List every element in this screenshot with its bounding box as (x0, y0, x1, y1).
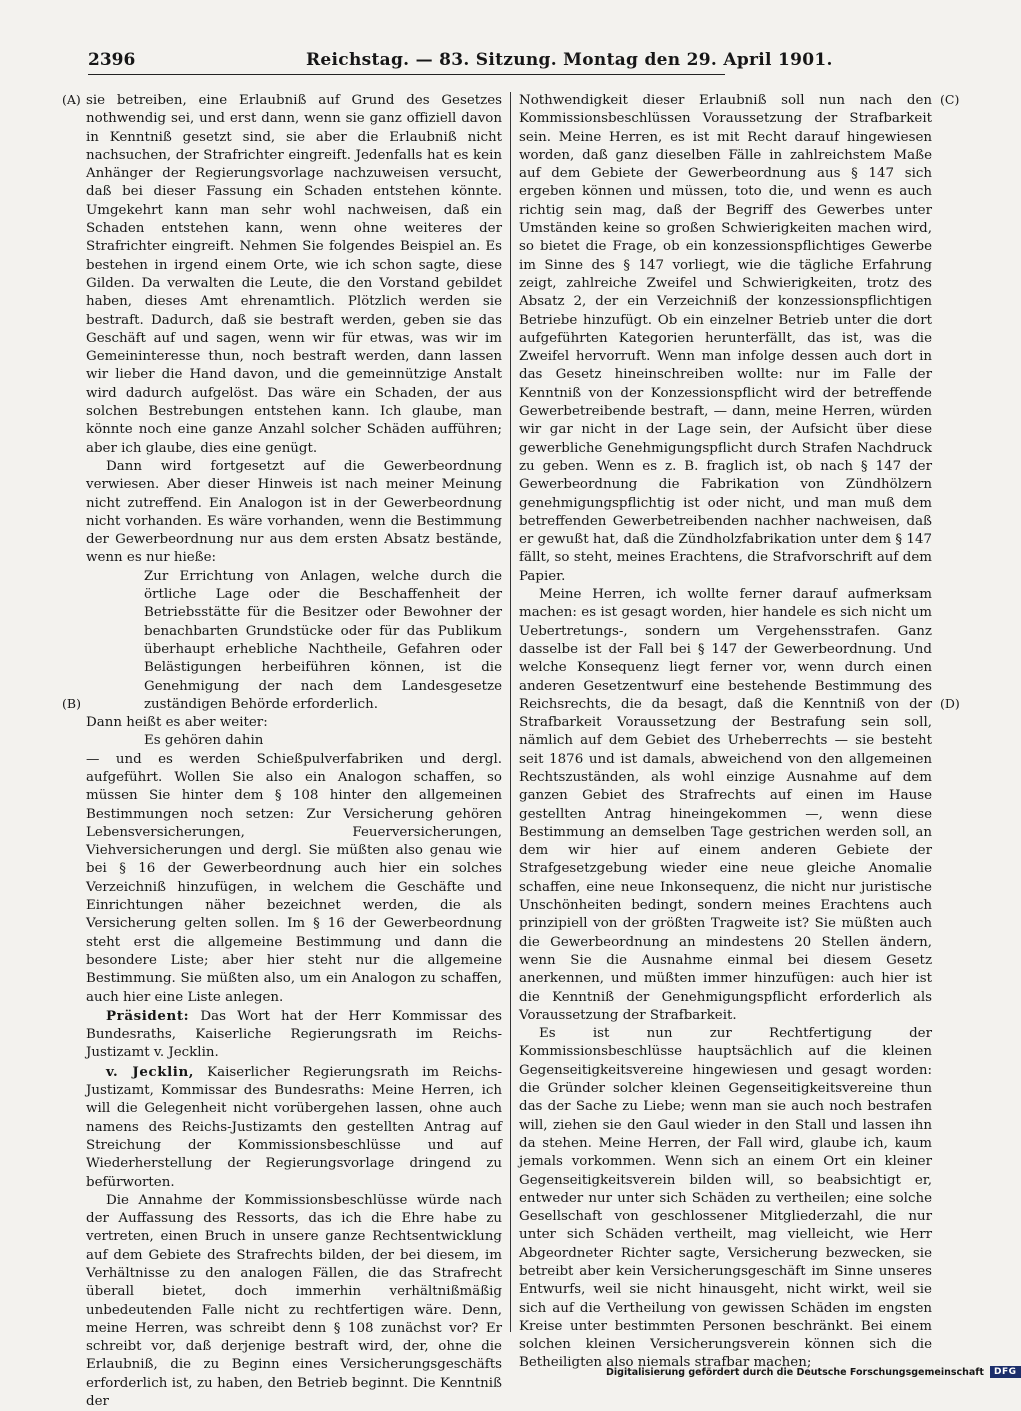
speaker-jecklin: v. Jecklin, (106, 1063, 195, 1080)
margin-mark-d: (D) (940, 696, 960, 711)
left-paragraph-6 (86, 1063, 502, 1192)
margin-mark-b: (B) (62, 696, 81, 711)
left-paragraph-2: Dann wird fortgesetzt auf die Gewerbeordnung verwiesen. Aber dieser Hinweis ist nach meiner Meinung nicht zutreffend. Ein Analogon ist in der Gewerbeordnung nicht vorhanden. Es wäre vorhanden, wenn die Bestimmung der Gewerbeordnung nur aus dem ersten Absatz bestände, wenn es nur hieße: (86, 458, 502, 566)
left-paragraph-5 (86, 1007, 502, 1063)
left-paragraph-3: Dann heißt es aber weiter: (86, 715, 268, 731)
left-quote-2: Es gehören dahin (144, 733, 264, 749)
left-paragraph-4: — und es werden Schießpulverfabriken und dergl. aufgeführt. Wollen Sie also ein Analogon schaffen, so müssen Sie hinter dem § 108 hinter den allgemeinen Bestimmungen noch setzen: Zur Versicherung gehören Lebensversicherungen, Feuerversicherungen, Viehversicherungen und dergl. Sie müßten also genau wie bei § 16 der Gewerbeordnung auch hier ein solches Verzeichniß hinzufügen, in welchem die Geschäfte und Einrichtungen näher bezeichnet werden, die als Versicherung gelten sollen. Im § 16 der Gewerbeordnung steht erst die allgemeine Bestimmung und dann die besondere Liste; aber hier steht nur die allgemeine Bestimmung. Sie müßten also, um ein Analogon zu schaffen, auch hier eine Liste anlegen. (86, 751, 502, 1005)
margin-mark-c: (C) (940, 92, 960, 107)
president-statement: Das Wort hat der Herr Kommissar des Bundesraths, Kaiserliche Regierungsrath im Reichs-Justizamt v. Jecklin. (86, 1008, 502, 1061)
left-paragraph-1: sie betreiben, eine Erlaubniß auf Grund des Gesetzes nothwendig sei, und erst dann, wenn sie ganz offiziell davon in Kenntniß gesetzt sind, sie aber die Erlaubniß nicht nachsuchen, der Strafrichter eingreift. Jedenfalls hat es kein Anhänger der Regierungsvorlage nachzuweisen versucht, daß bei dieser Fassung ein Schaden entstehen könnte. Umgekehrt kann man sehr wohl nachweisen, daß ein Schaden entstehen kann, wenn ohne weiteres der Strafrichter eingreift. Nehmen Sie folgendes Beispiel an. Es bestehen in irgend einem Orte, wie ich schon sagte, diese Gilden. Da verwalten die Leute, die den Vorstand gebildet haben, dieses Amt ehrenamtlich. Plötzlich werden sie bestraft. Dadurch, daß sie bestraft werden, geben sie das Geschäft auf und sagen, wenn wir für etwas, was wir im Gemeininteresse thun, noch bestraft werden, dann lassen wir lieber die Hand davon, und die gemeinnützige Anstalt wird dadurch aufgelöst. Das wäre ein Schaden, der aus solchen Bestrebungen entstehen kann. Ich glaube, man könnte noch eine ganze Anzahl solcher Schäden aufführen; aber ich glaube, dies eine genügt. (86, 93, 502, 456)
left-quote-block (144, 568, 502, 714)
running-title: Reichstag. — 83. Sitzung. Montag den 29. April 1901. (306, 50, 833, 70)
left-column (86, 92, 502, 1410)
margin-mark-a: (A) (62, 92, 81, 107)
right-paragraph-1: Nothwendigkeit dieser Erlaubniß soll nun nach den Kommissionsbeschlüssen Voraussetzung der Strafbarkeit sein. Meine Herren, es ist mit Recht darauf hingewiesen worden, daß ganz dieselben Fälle in zahlreichstem Maße auf dem Gebiete der Gewerbeordnung aus § 147 sich ergeben können und müssen, toto die, und wenn es auch richtig sein mag, daß der Begriff des Gewerbes unter Umständen keine so großen Schwierigkeiten machen wird, so bietet die Frage, ob ein konzessionspflichtiges Gewerbe im Sinne des § 147 vorliegt, wie die tägliche Erfahrung zeigt, zahlreiche Zweifel und Schwierigkeiten, trotz des Absatz 2, der ein Verzeichniß der konzessionspflichtigen Betriebe hinzufügt. Ob ein einzelner Betrieb unter die dort aufgeführten Kategorien herunterfällt, das ist, was die Zweifel hervorruft. Wenn man infolge dessen auch dort in das Gesetz hineinschreiben wollte: nur im Falle der Kenntniß von der Konzessionspflicht wird der betreffende Gewerbetreibende bestraft, — dann, meine Herren, würden wir gar nicht in der Lage sein, der Aufsicht über diese gewerbliche Genehmigungspflicht durch Strafen Nachdruck zu geben. Wenn es z. B. fraglich ist, ob nach § 147 der Gewerbeordnung die Fabrikation von Zündhölzern genehmigungspflichtig ist oder nicht, und man muß dem betreffenden Gewerbetreibenden nachher nachweisen, daß er gewußt hat, daß die Zündholzfabrikation unter dem § 147 fällt, so steht, meines Erachtens, die Strafvorschrift auf dem Papier. (519, 93, 932, 584)
left-paragraph-7: Die Annahme der Kommissionsbeschlüsse würde nach der Auffassung des Ressorts, das ich die Ehre habe zu vertreten, einen Bruch in unsere ganze Rechtsentwicklung auf dem Gebiete des Strafrechts bilden, der bei diesem, im Verhältnisse zu den analogen Fällen, die das Strafrecht überall bietet, doch immerhin verhältnißmäßig unbedeutenden Falle nicht zu rechtfertigen wäre. Denn, meine Herren, was schreibt denn § 108 zunächst vor? Er schreibt vor, daß derjenige bestraft wird, der, ohne die Erlaubniß, die zu Beginn eines Versicherungsgeschäfts erforderlich ist, zu haben, den Betrieb beginnt. Die Kenntniß der (86, 1192, 502, 1410)
right-paragraph-2: Meine Herren, ich wollte ferner darauf aufmerksam machen: es ist gesagt worden, hier handele es sich nicht um Uebertretungs-, sondern um Vergehensstrafen. Ganz dasselbe ist der Fall bei § 147 der Gewerbeordnung. Und welche Konsequenz liegt ferner vor, wenn durch einen anderen Gesetzentwurf eine bestehende Bestimmung des Reichsrechts, die da besagt, daß die Kenntniß von der Strafbarkeit Voraussetzung der Bestrafung sein soll, nämlich auf dem Gebiet des Urheberrechts — sie besteht seit 1876 und ist damals, abweichend von den allgemeinen Rechtszuständen, als wohl einzige Ausnahme auf dem ganzen Gebiet des Strafrechts auf einen im Hause gestellten Antrag hineingekommen —, wenn diese Bestimmung an demselben Tage gestrichen werden soll, an dem wir hier auf einem anderen Gebiete der Strafgesetzgebung wieder eine neue gleiche Anomalie schaffen, eine neue Inkonsequenz, die nicht nur juristische Unschönheiten bedingt, sondern meines Erachtens auch prinzipiell von der größten Tragweite ist? Sie müßten auch die Gewerbeordnung an mindestens 20 Stellen ändern, wenn Sie die Ausnahme einmal bei diesem Gesetz anerkennen, und müßten immer hinzufügen: auch hier ist die Kenntniß der Genehmigungspflicht erforderlich als Voraussetzung der Strafbarkeit. (519, 587, 932, 1023)
footer-credit: Digitalisierung gefördert durch die Deutsche Forschungsgemeinschaft (606, 1366, 984, 1378)
right-column (519, 92, 932, 1371)
speaker-president: Präsident: (106, 1007, 190, 1024)
page-footer (606, 1364, 1017, 1380)
dfg-logo: DFG (990, 1366, 1021, 1378)
left-quote-text: Zur Errichtung von Anlagen, welche durch die örtliche Lage oder die Beschaffenheit der Betriebsstätte für die Besitzer oder Bewohner der benachbarten Grundstücke oder für das Publikum überhaupt erhebliche Nachtheile, Gefahren oder Belästigungen herbeiführen können, ist die Genehmigung der nach dem Landesgesetze zuständigen Behörde erforderlich. (144, 568, 502, 712)
right-paragraph-3: Es ist nun zur Rechtfertigung der Kommissionsbeschlüsse hauptsächlich auf die kleinen Gegenseitigkeitsvereine hingewiesen und gesagt worden: die Gründer solcher kleinen Gegenseitigkeitsvereine thun das der Sache zu Liebe; wenn man sie auch noch bestrafen will, ziehen sie den Gaul wieder in den Stall und lassen ihn da stehen. Meine Herren, der Fall wird, glaube ich, kaum jemals vorkommen. Wenn sich an einem Ort ein kleiner Gegenseitigkeitsverein bilden will, so beabsichtigt er, entweder nur unter sich Schäden zu vertheilen; eine solche Gesellschaft von geschlossener Mitgliederzahl, die nur unter sich Schäden vertheilt, mag vielleicht, wie Herr Abgeordneter Richter sagte, Versicherung bezwecken, sie betreibt aber kein Versicherungsgeschäft im Sinne unseres Entwurfs, weil sie nicht hinausgeht, nicht wirkt, weil sie sich auf die Vertheilung von gewissen Schäden im engsten Kreise unter bestimmten Personen beschränkt. Bei einem solchen kleinen Versicherungsverein können sich die Betheiligten also niemals strafbar machen; (519, 1026, 932, 1371)
jecklin-statement: Kaiserlicher Regierungsrath im Reichs-Justizamt, Kommissar des Bundesraths: Meine Herren, ich will die Gelegenheit nicht vorübergehen lassen, ohne auch namens des Reichs-Justizamts den gestellten Antrag auf Streichung der Kommissionsbeschlüsse und auf Wiederherstellung der Regierungsvorlage dringend zu befürworten. (86, 1064, 502, 1190)
page-number: 2396 (88, 50, 136, 70)
column-divider (510, 92, 511, 1332)
page-header (88, 48, 833, 75)
